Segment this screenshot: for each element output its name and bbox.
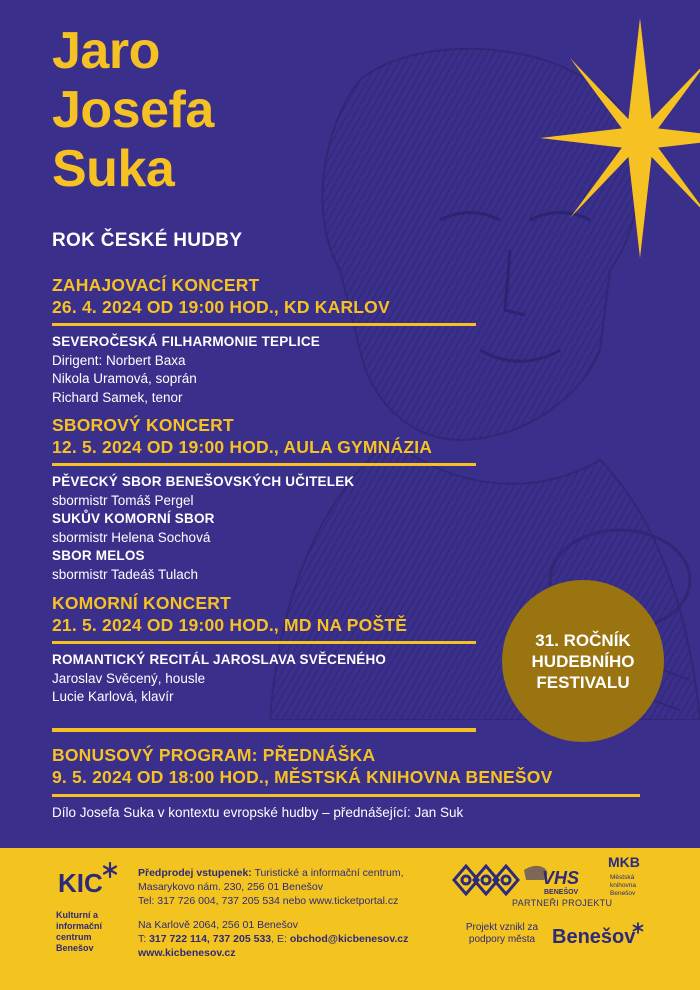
bonus-name: BONUSOVÝ PROGRAM: PŘEDNÁŠKA — [52, 745, 376, 765]
performer-line: Lucie Karlová, klavír — [52, 689, 174, 704]
presale-contact: Tel: 317 726 004, 737 205 534 nebo www.ticketportal.cz — [138, 895, 399, 907]
bonus-date: 9. 5. 2024 OD 18:00 HOD., MĚSTSKÁ KNIHOVNA BENEŠOV — [52, 767, 553, 787]
divider — [52, 641, 476, 644]
title-line-2: Josefa — [52, 81, 214, 139]
star-icon — [540, 18, 700, 258]
presale-place: Turistické a informační centrum, — [254, 867, 404, 879]
divider — [52, 728, 476, 732]
performer-line: Dirigent: Norbert Baxa — [52, 352, 186, 368]
performer-line: SUKŮV KOMORNÍ SBOR — [52, 511, 215, 526]
performer-line: Nikola Uramová, soprán — [52, 371, 197, 386]
mkb-sub: Městská knihovna Benešov — [610, 874, 637, 897]
tel-label: T: — [138, 933, 147, 945]
performer-line: SBOR MELOS — [52, 548, 145, 563]
performer-line: sbormistr Helena Sochová — [52, 529, 211, 545]
divider — [52, 463, 476, 466]
performer-line: Richard Samek, tenor — [52, 389, 183, 405]
concert-chamber — [52, 592, 476, 707]
presale-info — [138, 866, 438, 908]
concert-date: 21. 5. 2024 OD 19:00 HOD., MD NA POŠTĚ — [52, 615, 408, 635]
badge-text: 31. ROČNÍK HUDEBNÍHO FESTIVALU — [531, 630, 635, 692]
title-line-3: Suka — [52, 140, 175, 198]
subtitle: ROK ČESKÉ HUDBY — [52, 230, 243, 251]
mkb-logo: MKB — [608, 854, 640, 870]
concert-date: 26. 4. 2024 OD 19:00 HOD., KD KARLOV — [52, 297, 390, 317]
kic-contact — [138, 918, 438, 960]
kic-full-name: Kulturní a informační centrum Benešov — [56, 910, 103, 953]
kic-web-link[interactable]: www.kicbenesov.cz — [138, 947, 236, 959]
performer-line: Jaroslav Svěcený, housle — [52, 670, 206, 686]
vhs-logo-sub: BENEŠOV — [544, 889, 579, 896]
support-text: Projekt vznikl za podpory města — [465, 922, 539, 945]
vhs-logo — [524, 866, 579, 896]
bonus-description: Dílo Josefa Suka v kontextu evropské hudby – přednášející: Jan Suk — [52, 805, 464, 820]
asterisk-icon — [102, 862, 118, 878]
kic-address: Na Karlově 2064, 256 01 Benešov — [138, 919, 298, 931]
concert-name: ZAHAJOVACÍ KONCERT — [52, 275, 260, 295]
partners-label: PARTNEŘI PROJEKTU — [512, 898, 613, 908]
asterisk-icon — [632, 922, 644, 934]
festival-badge — [502, 580, 664, 742]
performer-line: sbormistr Tomáš Pergel — [52, 492, 194, 508]
concert-choir — [52, 414, 476, 584]
kic-logo: KIC — [58, 868, 103, 898]
performer-line: ROMANTICKÝ RECITÁL JAROSLAVA SVĚCENÉHO — [52, 652, 387, 667]
bonus-program — [52, 728, 640, 820]
festival-title — [52, 22, 214, 199]
concert-date: 12. 5. 2024 OD 19:00 HOD., AULA GYMNÁZIA — [52, 437, 433, 457]
city-logo: Benešov — [552, 926, 636, 948]
concert-name: KOMORNÍ KONCERT — [52, 593, 231, 613]
email-label: , E: — [271, 933, 287, 945]
performer-line: PĚVECKÝ SBOR BENEŠOVSKÝCH UČITELEK — [52, 474, 355, 489]
presale-address: Masarykovo nám. 230, 256 01 Benešov — [138, 881, 324, 893]
performer-line: sbormistr Tadeáš Tulach — [52, 566, 199, 582]
partner-logos — [444, 860, 604, 900]
footer — [0, 848, 700, 990]
kic-tel: 317 722 114, 737 205 533 — [149, 933, 272, 945]
diamond-logo-icon — [454, 866, 518, 894]
kic-email[interactable]: obchod@kicbenesov.cz — [289, 933, 409, 945]
presale-label: Předprodej vstupenek: — [138, 867, 252, 879]
performer-line: SEVEROČESKÁ FILHARMONIE TEPLICE — [52, 334, 320, 349]
concert-opening — [52, 274, 476, 407]
title-line-1: Jaro — [52, 22, 160, 80]
divider — [52, 323, 476, 326]
concert-name: SBOROVÝ KONCERT — [52, 415, 234, 435]
vhs-logo-text: VHS — [542, 868, 580, 888]
divider — [52, 794, 640, 797]
